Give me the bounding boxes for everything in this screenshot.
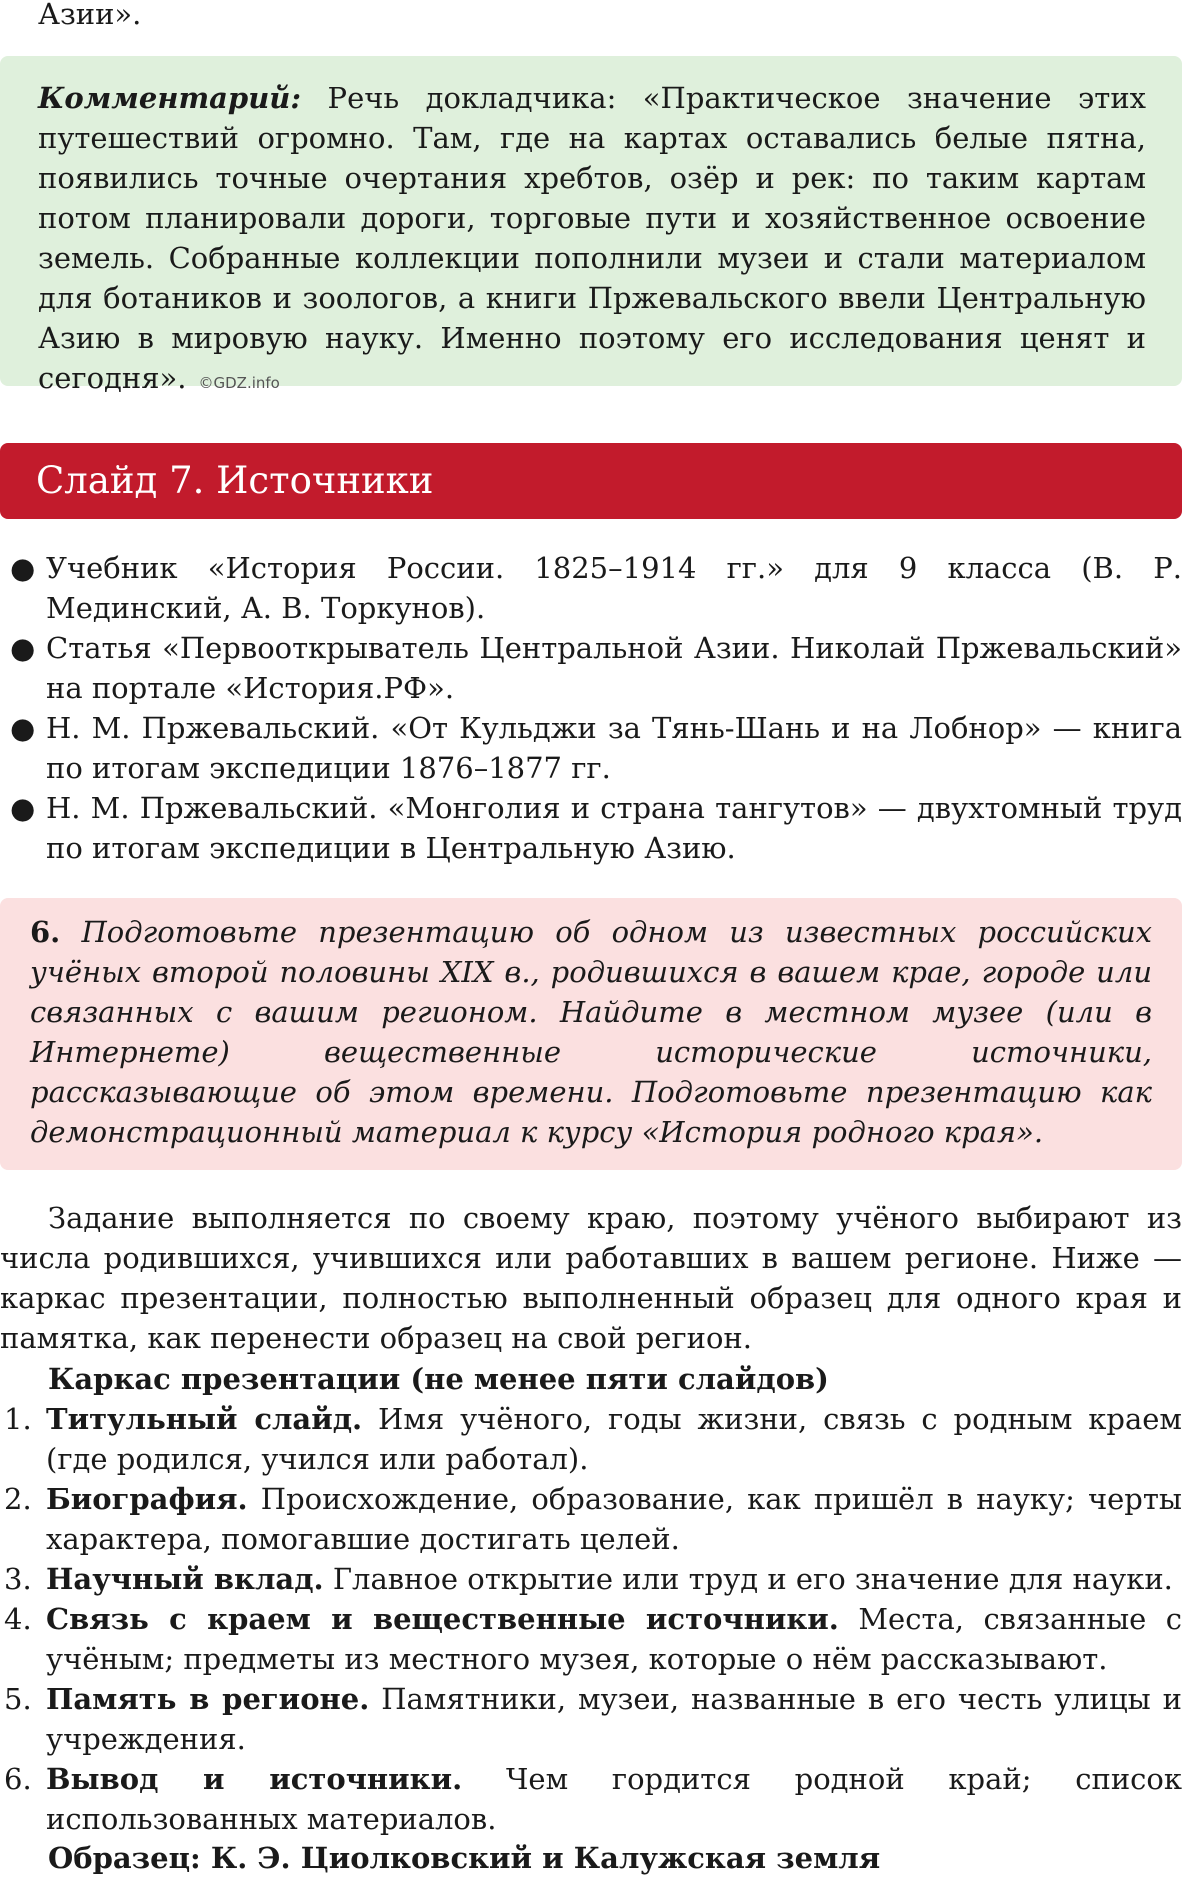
step-head: Научный вклад.	[46, 1562, 324, 1596]
source-item	[0, 548, 1182, 628]
step-item	[0, 1759, 1182, 1839]
task-number: 6.	[30, 915, 61, 949]
step-item	[0, 1559, 1182, 1599]
step-item	[0, 1479, 1182, 1559]
bullet-icon: ●	[10, 551, 36, 585]
step-number: 2.	[4, 1482, 32, 1516]
step-item	[0, 1599, 1182, 1679]
previous-paragraph-tail: Азии».	[38, 0, 142, 31]
task-text: Подготовьте презентацию об одном из известных российских учёных второй половины XIX в., родившихся в вашем крае, городе или связанных с вашим регионом. Найдите в местном музее (или в Интернете) вещественные исторические источники, рассказывающие об этом времени. Подготовьте презентацию как демонстрационный материал к курсу «История родного края».	[30, 915, 1152, 1149]
step-item	[0, 1679, 1182, 1759]
source-text: Учебник «История России. 1825–1914 гг.» для 9 класса (В. Р. Мединский, А. В. Торкунов).	[46, 551, 1182, 625]
sample-heading: Образец: К. Э. Циолковский и Калужская земля	[48, 1841, 881, 1875]
source-item	[0, 628, 1182, 708]
step-text: Чем гордится родной край; список использованных материалов.	[46, 1762, 1182, 1836]
comment-text: Речь докладчика: «Практическое значение этих путешествий огромно. Там, где на картах оставались белые пятна, появились точные очертания хребтов, озёр и рек: по таким картам потом планировали дороги, торговые пути и хозяйственное освоение земель. Собранные коллекции пополнили музеи и стали материалом для ботаников и зоологов, а книги Пржевальского ввели Центральную Азию в мировую науку. Именно поэтому его исследования ценят и сегодня».	[38, 81, 1146, 395]
step-text: Места, связанные с учёным; предметы из местного музея, которые о нём рассказывают.	[46, 1602, 1182, 1676]
step-text: Памятники, музеи, названные в его честь улицы и учреждения.	[46, 1682, 1182, 1756]
step-text: Главное открытие или труд и его значение для науки.	[323, 1562, 1173, 1596]
step-text: Происхождение, образование, как пришёл в науку; черты характера, помогавшие достигать целей.	[46, 1482, 1182, 1556]
source-item	[0, 788, 1182, 868]
step-number: 5.	[4, 1682, 32, 1716]
step-number: 6.	[4, 1762, 32, 1796]
steps-list	[0, 1399, 1182, 1839]
comment-label: Комментарий:	[38, 81, 302, 115]
source-text: Статья «Первооткрыватель Центральной Азии. Николай Пржевальский» на портале «История.РФ».	[46, 631, 1182, 705]
step-head: Биография.	[46, 1482, 248, 1516]
intro-paragraph: Задание выполняется по своему краю, поэтому учёного выбирают из числа родившихся, учившихся или работавших в вашем регионе. Ниже — каркас презентации, полностью выполненный образец для одного края и памятка, как перенести образец на свой регион.	[0, 1201, 1182, 1355]
slide-title: Слайд 7. Источники	[36, 459, 434, 502]
task-paragraph	[30, 912, 1152, 1152]
bullet-icon: ●	[10, 791, 36, 825]
comment-paragraph	[38, 78, 1146, 403]
gdz-watermark: ©GDZ.info	[198, 374, 280, 392]
source-text: Н. М. Пржевальский. «От Кульджи за Тянь-Шань и на Лобнор» — книга по итогам экспедиции 1876–1877 гг.	[46, 711, 1182, 785]
step-head: Вывод и источники.	[46, 1762, 463, 1796]
step-text: Имя учёного, годы жизни, связь с родным краем (где родился, учился или работал).	[46, 1402, 1182, 1476]
step-number: 3.	[4, 1562, 32, 1596]
step-head: Память в регионе.	[46, 1682, 370, 1716]
step-head: Связь с краем и вещественные источники.	[46, 1602, 839, 1636]
bullet-icon: ●	[10, 631, 36, 665]
source-text: Н. М. Пржевальский. «Монголия и страна тангутов» — двухтомный труд по итогам экспедиции в Центральную Азию.	[46, 791, 1182, 865]
step-item	[0, 1399, 1182, 1479]
sources-list	[0, 548, 1182, 868]
frame-heading: Каркас презентации (не менее пяти слайдов)	[48, 1362, 829, 1396]
bullet-icon: ●	[10, 711, 36, 745]
source-item	[0, 708, 1182, 788]
step-head: Титульный слайд.	[46, 1402, 363, 1436]
step-number: 4.	[4, 1602, 32, 1636]
step-number: 1.	[4, 1402, 32, 1436]
